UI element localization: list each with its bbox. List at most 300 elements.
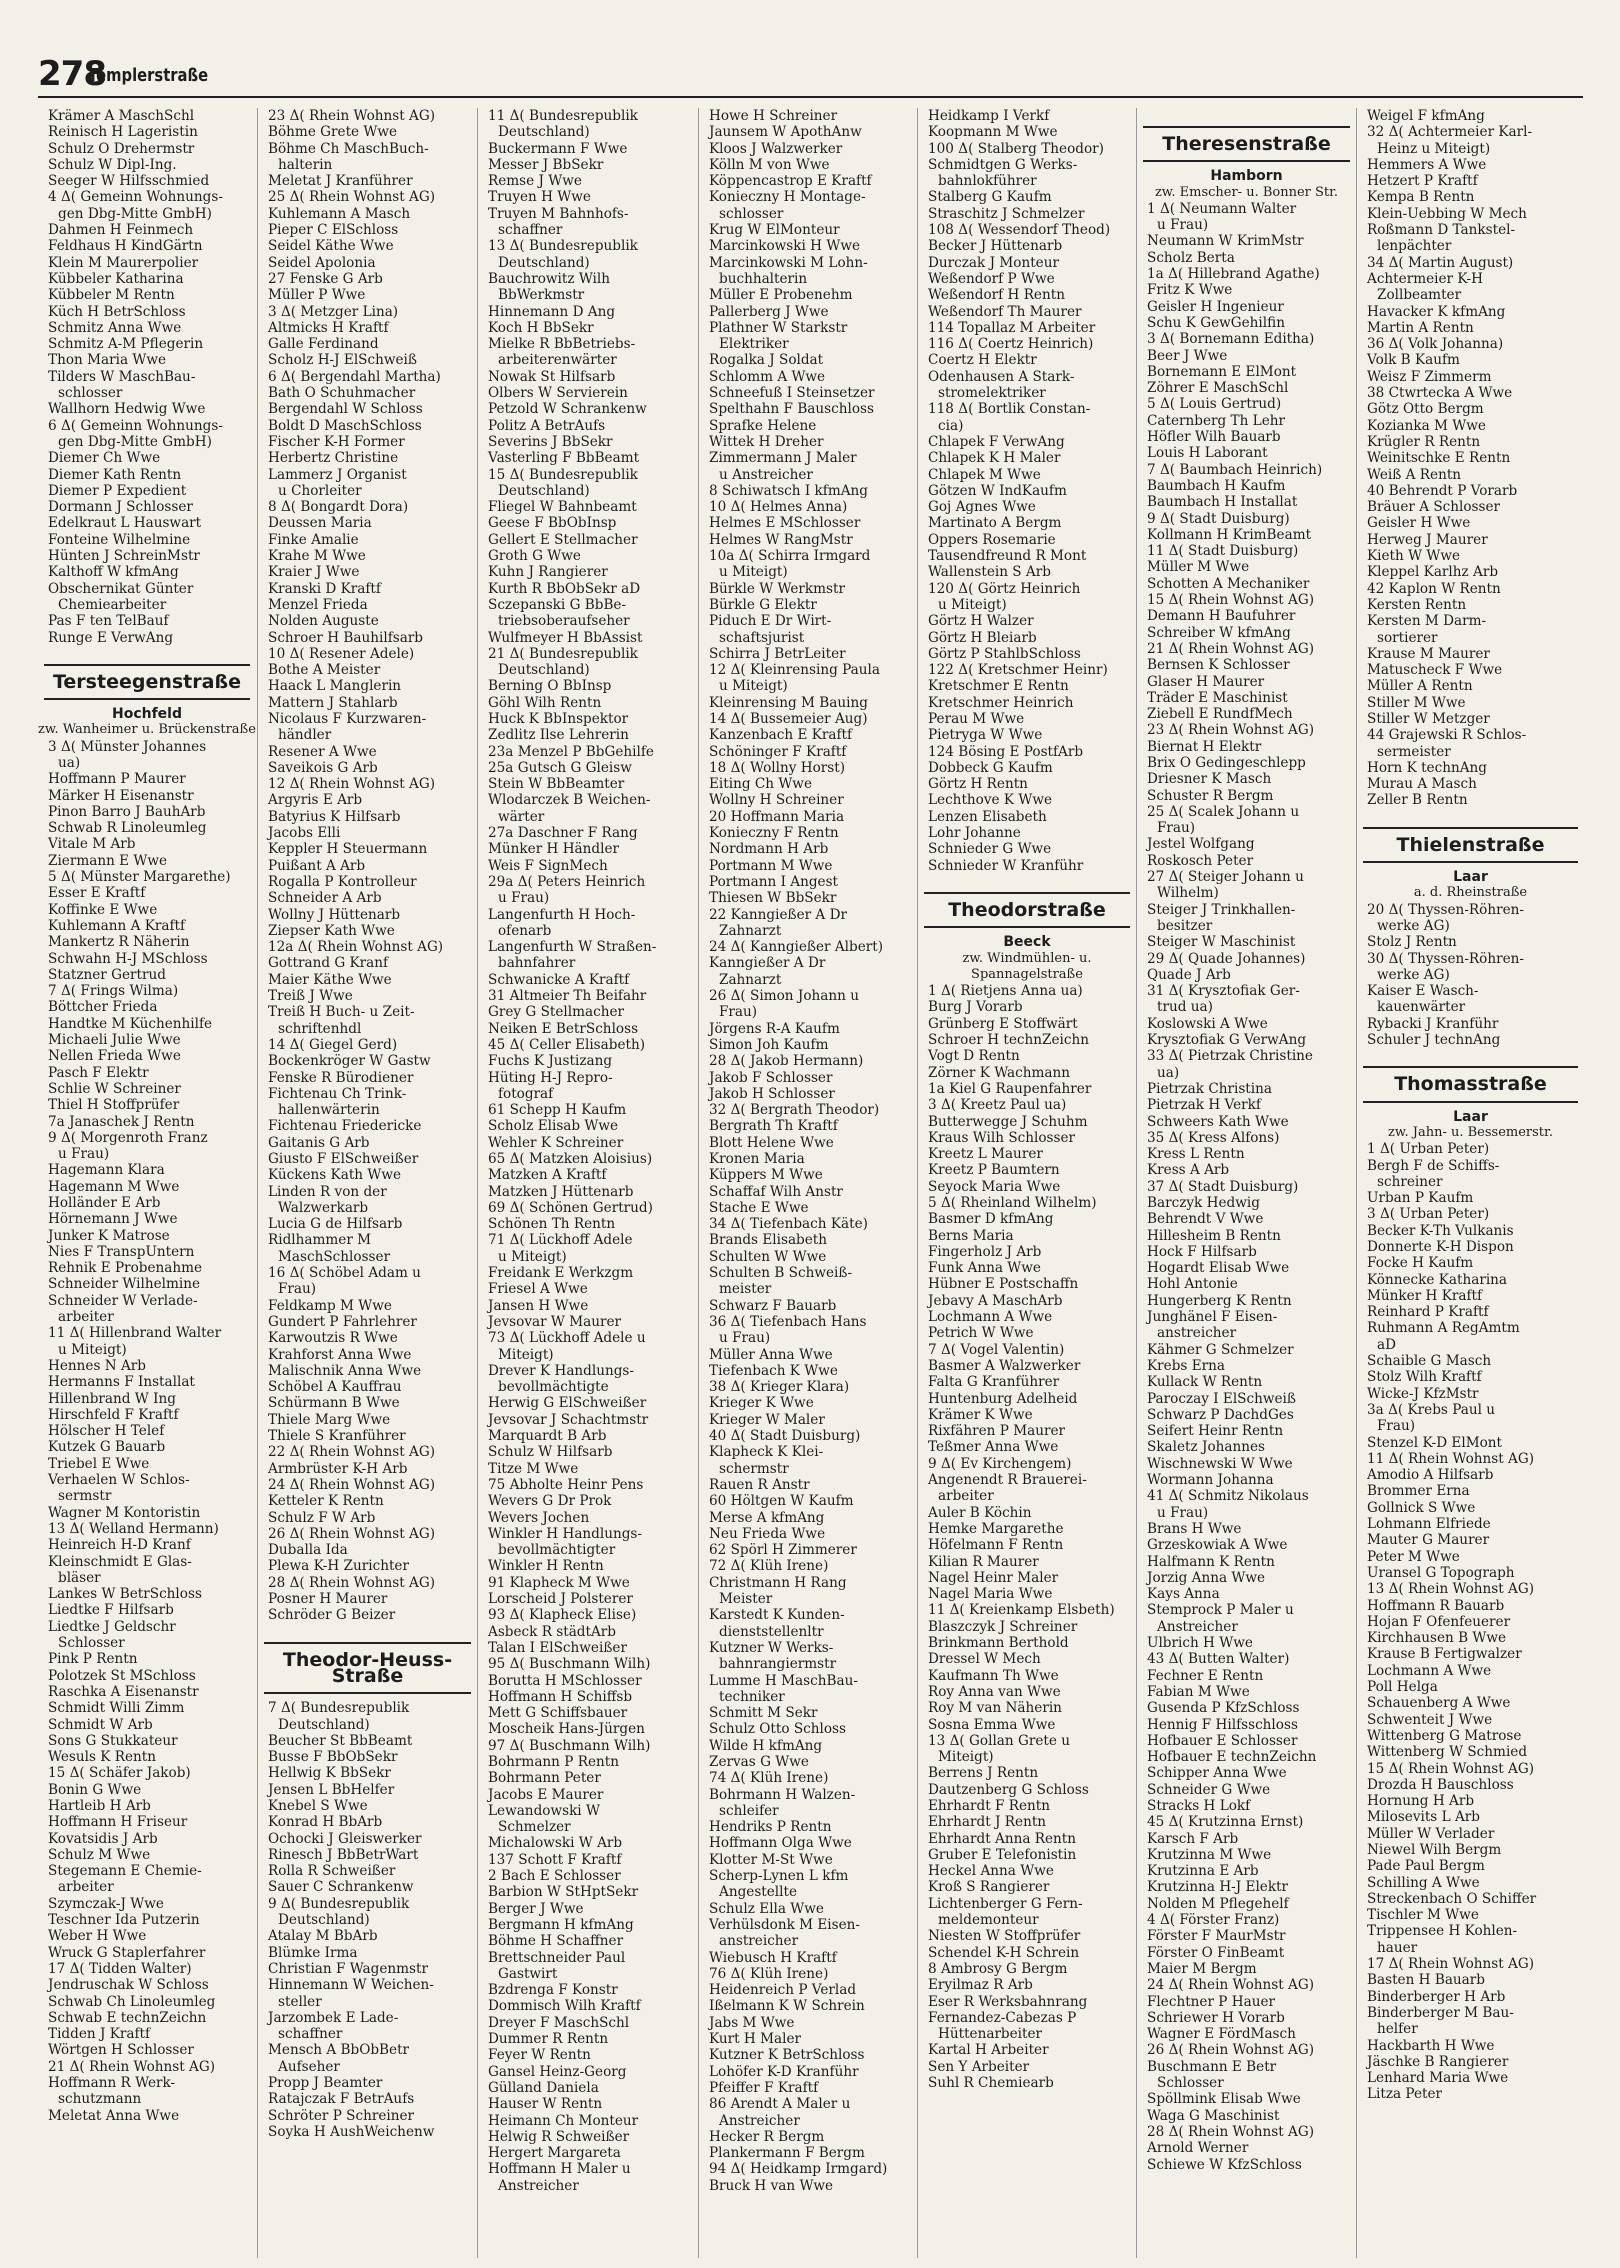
directory-entry: Treiß H Buch- u Zeit- (268, 1004, 415, 1021)
directory-entry: Ehrhardt F Rentn (928, 1797, 1051, 1814)
directory-entry: Krysztofiak G VerwAng (1147, 1032, 1307, 1049)
directory-entry: Hohl Antonie (1147, 1276, 1238, 1293)
directory-entry: Spöllmink Elisab Wwe (1147, 2091, 1301, 2108)
directory-entry: Küch H BetrSchloss (48, 303, 186, 320)
directory-entry: 37 Δ( Stadt Duisburg) (1147, 1178, 1299, 1195)
directory-entry-continuation: halterin (278, 156, 333, 173)
directory-entry: Jörgens R-A Kaufm (709, 1020, 840, 1037)
directory-entry: Müller W Verlader (1367, 1825, 1495, 1842)
directory-entry: 44 Grajewski R Schlos- (1367, 727, 1527, 744)
directory-entry-continuation: arbeiterenwärter (498, 352, 617, 369)
directory-entry: Grünberg E Stoffwärt (928, 1015, 1078, 1032)
column-2 (257, 108, 477, 2258)
directory-entry-continuation: schlosser (58, 385, 123, 402)
directory-entry: 2 Bach E Schlosser (488, 1868, 621, 1885)
directory-entry-continuation: sermstr (58, 1488, 112, 1505)
directory-entry: 33 Δ( Pietrzak Christine (1147, 1048, 1313, 1065)
directory-entry: Wollny J Hüttenarb (268, 906, 401, 923)
directory-entry: Klein-Uebbing W Mech (1367, 205, 1527, 222)
directory-entry: 5 Δ( Münster Margarethe) (48, 869, 231, 886)
directory-entry: Hillenbrand W Ing (48, 1390, 176, 1407)
directory-entry: 3a Δ( Krebs Paul u (1367, 1401, 1496, 1418)
directory-entry: Weis F SignMech (488, 857, 608, 874)
directory-entry: Thiesen W BbSekr (709, 890, 837, 907)
directory-entry-continuation: schreiner (1377, 1173, 1443, 1190)
directory-entry: 27 Δ( Steiger Johann u (1147, 869, 1304, 886)
directory-entry: Lumme H MaschBau- (709, 1672, 858, 1689)
directory-entry: Schulten B Schweiß- (709, 1265, 853, 1282)
directory-entry: Stolz Wilh Kraftf (1367, 1369, 1482, 1386)
directory-entry: Müller A Rentn (1367, 678, 1473, 695)
directory-entry-continuation: schaffner (278, 2026, 343, 2043)
directory-entry: Milosevits L Arb (1367, 1809, 1480, 1826)
directory-entry-continuation: Frau) (719, 1004, 758, 1021)
directory-entry: Quade J Arb (1147, 966, 1231, 983)
directory-entry: Wagner E FördMasch (1147, 2026, 1296, 2043)
directory-entry: Kanngießer A Dr (709, 955, 826, 972)
directory-entry: Posner H Maurer (268, 1591, 388, 1608)
directory-entry-continuation: Meister (719, 1591, 773, 1608)
directory-entry: Karwoutzis R Wwe (268, 1330, 398, 1347)
directory-entry: Hornung H Arb (1367, 1793, 1475, 1810)
directory-entry: Marcinkowski H Wwe (709, 238, 861, 255)
directory-entry: Berning O BbInsp (488, 678, 612, 695)
directory-entry: Lenhard Maria Wwe (1367, 2070, 1509, 2087)
directory-entry: Treiß J Wwe (268, 988, 353, 1005)
directory-entry: Schulten W Wwe (709, 1248, 827, 1265)
directory-entry: Kersten M Darm- (1367, 613, 1487, 630)
directory-entry: Plewa K-H Zurichter (268, 1558, 409, 1575)
directory-entry: Burg J Vorarb (928, 999, 1023, 1016)
directory-entry: Jäschke B Rangierer (1367, 2053, 1509, 2070)
directory-entry: Geese F BbObInsp (488, 515, 617, 532)
directory-entry: Portmann I Angest (709, 873, 839, 890)
street-heading: Theodorstraße (924, 892, 1130, 928)
directory-entry: 13 Δ( Bundesrepublik (488, 238, 638, 255)
directory-entry: 43 Δ( Butten Walter) (1147, 1651, 1290, 1668)
directory-entry: Langenfurth W Straßen- (488, 939, 657, 956)
directory-entry: Schlomm A Wwe (709, 368, 826, 385)
directory-entry: Hinnemann D Ang (488, 303, 616, 320)
directory-entry: Runge E VerwAng (48, 629, 174, 646)
directory-entry-continuation: lenpächter (1377, 238, 1452, 255)
directory-entry: Hungerberg K Rentn (1147, 1292, 1292, 1309)
directory-entry: Hoffmann Olga Wwe (709, 1835, 852, 1852)
directory-entry: Linden R von der (268, 1183, 387, 1200)
directory-entry: 13 Δ( Welland Hermann) (48, 1520, 219, 1537)
directory-entry: Mattern J Stahlarb (268, 694, 398, 711)
directory-entry: 35 Δ( Kress Alfons) (1147, 1129, 1280, 1146)
directory-entry: Jarzombek E Lade- (268, 2009, 399, 2026)
directory-entry-continuation: besitzer (1157, 917, 1213, 934)
directory-entry-continuation: Deutschland) (498, 254, 590, 271)
directory-entry: Klein M Maurerpolier (48, 254, 199, 271)
directory-entry: Trippensee H Kohlen- (1367, 1923, 1518, 1940)
directory-entry: Kanzenbach E Kraftf (709, 727, 852, 744)
directory-entry: 31 Δ( Krysztofiak Ger- (1147, 983, 1300, 1000)
directory-entry: Eiting Ch Wwe (709, 776, 812, 793)
directory-entry: Lichtenberger G Fern- (928, 1895, 1083, 1912)
directory-entry-continuation: bahnlokführer (938, 173, 1037, 190)
directory-entry: Schmidt Willi Zimm (48, 1700, 185, 1717)
directory-entry: Verhülsdonk M Eisen- (709, 1916, 861, 1933)
directory-entry: 75 Abholte Heinr Pens (488, 1476, 644, 1493)
directory-entry: 26 Δ( Rhein Wohnst AG) (268, 1525, 436, 1542)
street-heading: Tersteegenstraße (44, 664, 250, 700)
directory-entry: Jacobs Elli (268, 825, 341, 842)
directory-entry: Seifert Heinr Rentn (1147, 1423, 1284, 1440)
directory-entry: Barbion W StHptSekr (488, 1884, 639, 1901)
directory-entry: Schroer H Bauhilfsarb (268, 629, 424, 646)
directory-entry-continuation: ofenarb (498, 922, 552, 939)
directory-entry: Dressel W Mech (928, 1651, 1041, 1668)
directory-entry: Pade Paul Bergm (1367, 1858, 1485, 1875)
directory-entry: Atalay M BbArb (268, 1928, 378, 1945)
column-6 (1136, 108, 1356, 2258)
directory-entry: Paroczay I ElSchweiß (1147, 1390, 1296, 1407)
directory-entry: 114 Topallaz M Arbeiter (928, 319, 1096, 336)
directory-entry: 9 Δ( Morgenroth Franz (48, 1129, 208, 1146)
directory-entry: Thon Maria Wwe (48, 352, 167, 369)
street-range-note: zw. Jahn- u. Bessemerstr. (1388, 1124, 1553, 1140)
directory-entry: Lewandowski W (488, 1802, 600, 1819)
directory-entry: 18 Δ( Wollny Horst) (709, 759, 846, 776)
directory-entry: Lammerz J Organist (268, 466, 407, 483)
directory-entry: Schwenteit J Wwe (1367, 1711, 1493, 1728)
directory-entry: Schulz Otto Schloss (709, 1721, 847, 1738)
directory-entry: Hergert Margareta (488, 2145, 621, 2162)
directory-entry: Wormann Johanna (1147, 1472, 1274, 1489)
directory-entry: Schulz F W Arb (268, 1509, 376, 1526)
directory-entry-continuation: ua) (58, 754, 81, 771)
directory-entry: Jabs M Wwe (709, 2014, 795, 2031)
directory-entry: 24 Δ( Rhein Wohnst AG) (268, 1476, 436, 1493)
directory-entry: Chlapek M Wwe (928, 466, 1041, 483)
directory-entry: Hendriks P Rentn (709, 1819, 832, 1836)
directory-entry: Zeller B Rentn (1367, 792, 1468, 809)
directory-entry: Gruber E Telefonistin (928, 1846, 1077, 1863)
directory-entry: Behrendt V Wwe (1147, 1211, 1264, 1228)
directory-entry: Streckenbach O Schiffer (1367, 1890, 1537, 1907)
directory-entry: Schauenberg A Wwe (1367, 1695, 1511, 1712)
directory-entry: Herbertz Christine (268, 450, 399, 467)
directory-entry: Sen Y Arbeiter (928, 2058, 1030, 2075)
directory-entry: Reinhard P Kraftf (1367, 1304, 1489, 1321)
directory-entry: Hartleib H Arb (48, 1797, 151, 1814)
directory-entry-continuation: Miteigt) (498, 1346, 554, 1363)
directory-entry: Winkler H Rentn (488, 1558, 604, 1575)
street-heading: Theresenstraße (1143, 126, 1350, 162)
directory-entry: Niewel Wilh Bergm (1367, 1841, 1502, 1858)
directory-entry: 9 Δ( Ev Kirchengem) (928, 1455, 1072, 1472)
directory-entry: 12 Δ( Kleinrensing Paula (709, 662, 880, 679)
directory-entry: Helmes W RangMstr (709, 531, 853, 548)
directory-entry: Böhme H Schaffner (488, 1933, 624, 1950)
directory-entry-continuation: BbWerkmstr (498, 287, 585, 304)
directory-entry: 6 Δ( Gemeinn Wohnungs- (48, 417, 223, 434)
directory-entry: 137 Schott F Kraftf (488, 1851, 622, 1868)
directory-entry: Kersten Rentn (1367, 596, 1467, 613)
directory-entry: Schwarz F Bauarb (709, 1297, 837, 1314)
directory-entry: Wörtgen H Schlosser (48, 2042, 194, 2059)
directory-entry: Geisler H Ingenieur (1147, 298, 1284, 315)
directory-entry: Martinato A Bergm (928, 515, 1062, 532)
column-7 (1356, 108, 1584, 2258)
directory-entry: Hennig F Hilfsschloss (1147, 1716, 1298, 1733)
directory-entry: 116 Δ( Coertz Heinrich) (928, 336, 1094, 353)
directory-entry: Wittenberg G Matrose (1367, 1727, 1522, 1744)
directory-entry: Märker H Eisenanstr (48, 787, 194, 804)
directory-entry: Knebel S Wwe (268, 1797, 368, 1814)
directory-entry: Eser R Werksbahnrang (928, 1993, 1088, 2010)
directory-entry: Bergendahl W Schloss (268, 401, 423, 418)
directory-entry: Piduch E Dr Wirt- (709, 613, 832, 630)
directory-entry: Glaser H Maurer (1147, 673, 1265, 690)
directory-entry: Soyka H AushWeichenw (268, 2123, 435, 2140)
directory-entry: Buckermann F Wwe (488, 140, 628, 157)
directory-entry: Seidel Käthe Wwe (268, 238, 394, 255)
directory-entry: Jakob F Schlosser (709, 1069, 833, 1086)
directory-entry: 24 Δ( Kanngießer Albert) (709, 939, 884, 956)
directory-entry: Herweg J Maurer (1367, 531, 1488, 548)
directory-entry: Krause M Maurer (1367, 645, 1490, 662)
directory-entry: Kaiser E Wasch- (1367, 983, 1479, 1000)
directory-entry: 15 Δ( Bundesrepublik (488, 466, 638, 483)
directory-entry-continuation: u Miteigt) (719, 564, 788, 581)
directory-entry: Kleinschmidt E Glas- (48, 1553, 192, 1570)
directory-entry: 12a Δ( Rhein Wohnst AG) (268, 939, 444, 956)
directory-entry: 60 Höltgen W Kaufm (709, 1493, 854, 1510)
directory-entry: 69 Δ( Schönen Gertrud) (488, 1199, 653, 1216)
directory-entry: Bräuer A Schlosser (1367, 499, 1501, 516)
directory-entry: Zedlitz Ilse Lehrerin (488, 727, 629, 744)
directory-entry-continuation: Anstreicher (498, 2177, 579, 2194)
directory-entry: Binderberger M Bau- (1367, 2004, 1514, 2021)
directory-entry: Wallhorn Hedwig Wwe (48, 401, 206, 418)
directory-entry: Busse F BbObSekr (268, 1749, 398, 1766)
directory-entry: Suhl R Chemiearb (928, 2075, 1054, 2092)
directory-entry: Seidel Apolonia (268, 254, 376, 271)
directory-entry: Wlodarczek B Weichen- (488, 792, 651, 809)
directory-entry-continuation: u Frau) (1157, 1504, 1209, 1521)
directory-entry-continuation: u Miteigt) (938, 596, 1007, 613)
directory-entry-continuation: Deutschland) (498, 124, 590, 141)
directory-entry: 1 Δ( Rietjens Anna ua) (928, 983, 1083, 1000)
directory-entry: Schwab R Linoleumleg (48, 820, 207, 837)
directory-entry: Gollnick S Wwe (1367, 1499, 1476, 1516)
directory-entry: Louis H Laborant (1147, 445, 1268, 462)
directory-entry: Brettschneider Paul (488, 1949, 626, 1966)
directory-entry: Schulz O Drehermstr (48, 140, 195, 157)
directory-entry: Scholz Berta (1147, 249, 1235, 266)
directory-entry: Hagemann M Wwe (48, 1178, 180, 1195)
directory-entry: Pietrzak Christina (1147, 1080, 1272, 1097)
page-number: 278 (38, 54, 106, 94)
directory-entry: Roy M van Näherin (928, 1700, 1062, 1717)
directory-entry: 95 Δ( Buschmann Wilh) (488, 1656, 651, 1673)
directory-entry: Nagel Heinr Maler (928, 1569, 1059, 1586)
directory-entry: 23 Δ( Rhein Wohnst AG) (268, 108, 436, 124)
directory-entry: Truyen M Bahnhofs- (488, 205, 629, 222)
directory-entry-continuation: Chemiearbeiter (58, 596, 167, 613)
directory-entry-continuation: wärter (498, 808, 545, 825)
directory-entry: Plankermann F Bergm (709, 2145, 865, 2162)
directory-entry: Propp J Beamter (268, 2075, 383, 2092)
directory-entry: Drever K Handlungs- (488, 1362, 635, 1379)
directory-entry-continuation: bevollmächtigter (498, 1542, 616, 1559)
directory-entry: Becker J Hüttenarb (928, 238, 1063, 255)
directory-entry: Focke H Kaufm (1367, 1255, 1474, 1272)
directory-entry: Teßmer Anna Wwe (928, 1439, 1059, 1456)
directory-entry-continuation: bläser (58, 1569, 101, 1586)
directory-entry: Falta G Kranführer (928, 1374, 1060, 1391)
directory-entry: Stalberg G Kaufm (928, 189, 1052, 206)
directory-entry: Gansel Heinz-Georg (488, 2063, 627, 2080)
directory-entry: Menzel Frieda (268, 596, 368, 613)
directory-entry: Bruck H van Wwe (709, 2177, 834, 2194)
directory-entry: Hoffmann R Werk- (48, 2075, 176, 2092)
directory-entry: Heidkamp I Verkf (928, 108, 1050, 124)
directory-entry: Heinreich H-D Kranf (48, 1537, 191, 1554)
directory-entry: Christmann H Rang (709, 1574, 847, 1591)
directory-entry: Wagner M Kontoristin (48, 1504, 201, 1521)
directory-entry: Fritz K Wwe (1147, 282, 1233, 299)
directory-entry: Vogt D Rentn (928, 1048, 1020, 1065)
directory-entry: Ochocki J Gleiswerker (268, 1830, 422, 1847)
directory-entry: Fichtenau Ch Trink- (268, 1085, 407, 1102)
directory-entry: Lohmann Elfriede (1367, 1516, 1491, 1533)
directory-entry: Roskosch Peter (1147, 852, 1254, 869)
directory-entry: Titze M Wwe (488, 1460, 579, 1477)
directory-entry: Weigel F kfmAng (1367, 108, 1485, 124)
directory-entry: Huntenburg Adelheid (928, 1390, 1078, 1407)
directory-entry: Spelthahn F Bauschloss (709, 401, 874, 418)
directory-entry: Borutta H MSchlosser (488, 1672, 642, 1689)
directory-entry: Ridlhammer M (268, 1232, 372, 1249)
directory-entry: Perau M Wwe (928, 710, 1025, 727)
directory-entry: Ißelmann K W Schrein (709, 1998, 865, 2015)
directory-entry: Kutzner K BetrSchloss (709, 2047, 865, 2064)
directory-entry-continuation: Deutschland) (498, 662, 590, 679)
directory-entry: Schneefuß I Steinsetzer (709, 385, 875, 402)
directory-entry: Langenfurth H Hoch- (488, 906, 636, 923)
directory-entry: Hecker R Bergm (709, 2128, 825, 2145)
directory-entry-continuation: arbeiter (58, 1879, 114, 1896)
directory-entry: Fuchs K Justizang (488, 1053, 613, 1070)
directory-entry-continuation: sermeister (1377, 743, 1451, 760)
directory-entry: Brans H Wwe (1147, 1520, 1242, 1537)
directory-entry: Funk Anna Wwe (928, 1260, 1041, 1277)
directory-entry: 100 Δ( Stalberg Theodor) (928, 140, 1104, 157)
directory-entry-continuation: u Anstreicher (719, 466, 813, 483)
directory-entry: Vitale M Arb (48, 836, 136, 853)
directory-entry: Ratajczak F BetrAufs (268, 2091, 415, 2108)
directory-entry: Ziepser Kath Wwe (268, 922, 395, 939)
directory-entry: Hock F Hilfsarb (1147, 1243, 1257, 1260)
directory-entry-continuation: u Miteigt) (58, 1341, 127, 1358)
directory-entry: 3 Δ( Urban Peter) (1367, 1206, 1490, 1223)
directory-entry: 29a Δ( Peters Heinrich (488, 873, 646, 890)
directory-entry: Schlie W Schreiner (48, 1080, 181, 1097)
directory-entry: Liedtke J Geldschr (48, 1618, 176, 1635)
directory-entry: 27a Daschner F Rang (488, 825, 638, 842)
directory-entry: Halfmann K Rentn (1147, 1553, 1275, 1570)
directory-entry: Giusto F ElSchweißer (268, 1151, 419, 1167)
directory-entry: 15 Δ( Rhein Wohnst AG) (1147, 592, 1315, 609)
directory-entry-continuation: u Frau) (58, 1146, 110, 1163)
directory-entry: 13 Δ( Gollan Grete u (928, 1732, 1070, 1749)
directory-entry: Bohrmann P Rentn (488, 1753, 619, 1770)
directory-entry: 124 Bösing E PostfArb (928, 743, 1084, 760)
directory-entry: Kilian R Maurer (928, 1553, 1039, 1570)
directory-entry: Kreetz L Maurer (928, 1146, 1043, 1163)
directory-entry: Sons G Stukkateur (48, 1732, 178, 1749)
directory-entry: Nordmann H Arb (709, 841, 829, 858)
directory-entry: Pieper C ElSchloss (268, 222, 399, 239)
directory-entry: Wruck G Staplerfahrer (48, 1944, 206, 1961)
directory-entry: Nowak St Hilfsarb (488, 368, 616, 385)
running-header-street: Templerstraße (88, 65, 209, 86)
directory-entry: Matzken A Kraftf (488, 1167, 607, 1184)
directory-entry: Geisler H Wwe (1367, 515, 1471, 532)
directory-entry: Lorscheid J Polsterer (488, 1591, 633, 1608)
directory-entry: Hofbauer E technZeichn (1147, 1749, 1317, 1766)
directory-entry: Tausendfreund R Mont (928, 548, 1087, 565)
directory-entry: Schulz Ella Wwe (709, 1900, 824, 1917)
directory-entry: 1a Kiel G Raupenfahrer (928, 1080, 1092, 1097)
directory-entry: Sauer C Schrankenw (268, 1879, 414, 1896)
directory-entry: Könnecke Katharina (1367, 1271, 1508, 1288)
directory-entry: Meletat J Kranführer (268, 173, 413, 190)
directory-entry: Jevsovar W Maurer (488, 1313, 622, 1330)
directory-entry: Jensen L BbHelfer (268, 1781, 395, 1798)
directory-entry: Krämer K Wwe (928, 1406, 1033, 1423)
directory-entry: Münker H Kraftf (1367, 1287, 1482, 1304)
directory-entry: Polotzek St MSchloss (48, 1667, 196, 1684)
directory-entry: Schmitt M Sekr (709, 1705, 818, 1722)
directory-entry: Kullack W Rentn (1147, 1374, 1263, 1391)
directory-entry: Konrad H BbArb (268, 1814, 383, 1831)
directory-entry: 12 Δ( Rhein Wohnst AG) (268, 776, 436, 793)
directory-entry-continuation: MaschSchlosser (278, 1248, 391, 1265)
directory-entry-continuation: triebsoberaufseher (498, 613, 630, 630)
directory-entry: Rogalla P Kontrolleur (268, 873, 417, 890)
directory-entry: Sprafke Helene (709, 417, 817, 434)
directory-entry: Schuster R Bergm (1147, 787, 1274, 804)
directory-entry: 15 Δ( Schäfer Jakob) (48, 1765, 191, 1782)
directory-entry: Volk B Kaufm (1367, 352, 1460, 369)
directory-entry: Kurth R BbObSekr aD (488, 580, 641, 597)
directory-entry: 11 Δ( Stadt Duisburg) (1147, 543, 1299, 560)
directory-entry: Krause B Fertigwalzer (1367, 1646, 1522, 1663)
directory-entry: Schweers Kath Wwe (1147, 1113, 1289, 1130)
directory-entry: Junker K Matrose (48, 1227, 170, 1244)
directory-entry: Seyock Maria Wwe (928, 1178, 1061, 1195)
directory-entry: Krahe M Wwe (268, 548, 366, 565)
directory-entry: 34 Δ( Martin August) (1367, 254, 1514, 271)
directory-entry: Schwanicke A Kraftf (488, 971, 630, 988)
directory-entry: Bohrmann H Walzen- (709, 1786, 856, 1803)
directory-entry-continuation: Schlosser (58, 1635, 125, 1652)
directory-entry: Hüting H-J Repro- (488, 1069, 613, 1086)
directory-entry: Kollmann H KrimBeamt (1147, 526, 1312, 543)
directory-entry: 73 Δ( Lückhoff Adele u (488, 1330, 646, 1347)
directory-entry: Höfelmann F Rentn (928, 1537, 1064, 1554)
directory-entry: Schulz M Wwe (48, 1846, 151, 1863)
directory-entry: 93 Δ( Klapheck Elise) (488, 1607, 637, 1624)
street-range-note: a. d. Rheinstraße (1413, 885, 1528, 901)
directory-entry-continuation: werke AG) (1377, 966, 1450, 983)
